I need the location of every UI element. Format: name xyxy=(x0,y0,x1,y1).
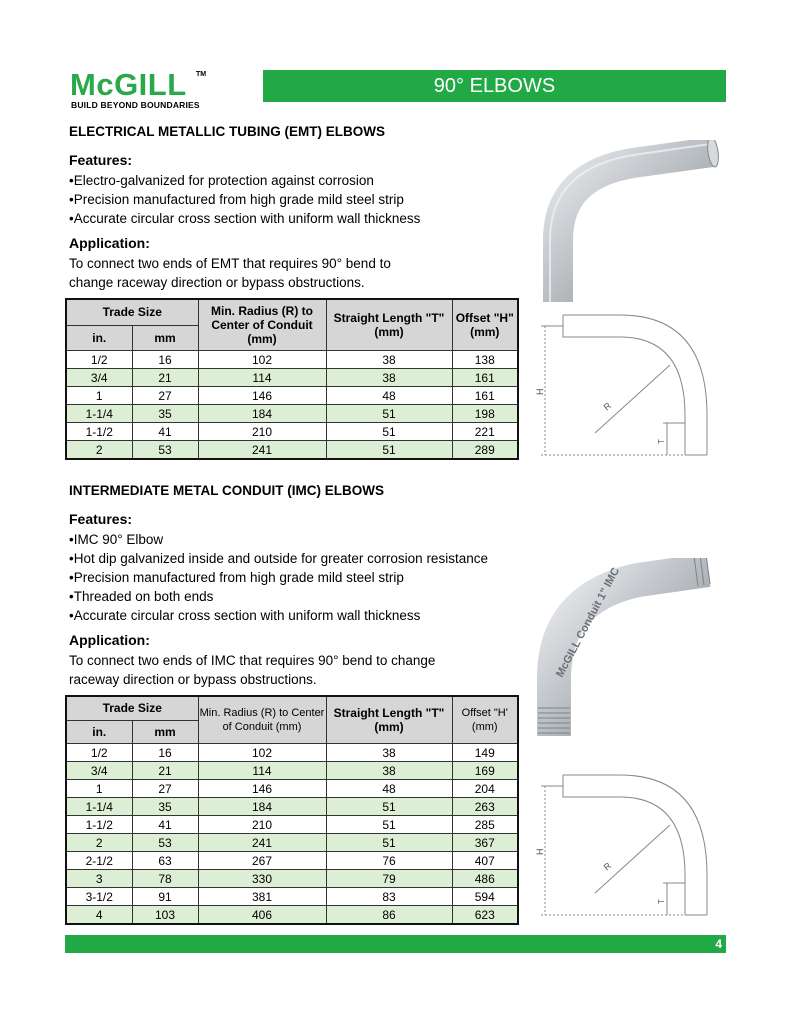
table-row xyxy=(66,780,518,798)
table-cell: 41 xyxy=(132,423,198,441)
table-cell: 3/4 xyxy=(66,369,132,387)
table-cell: 48 xyxy=(326,780,452,798)
photo-imprint-text: McGILL Conduit 1" IMC xyxy=(554,565,623,680)
table-cell: 263 xyxy=(452,798,518,816)
table-row xyxy=(66,405,518,423)
emt-application xyxy=(69,234,429,292)
header-in: in. xyxy=(66,720,132,743)
emt-feature-item: • Electro-galvanized for protection against corrosion xyxy=(69,171,420,190)
table-cell: 1/2 xyxy=(66,744,132,762)
logo-tagline: BUILD BEYOND BOUNDARIES xyxy=(71,100,200,110)
table-cell: 102 xyxy=(198,744,326,762)
imc-feature-item: • Accurate circular cross section with uniform wall thickness xyxy=(69,606,488,625)
table-cell: 184 xyxy=(198,798,326,816)
table-cell: 76 xyxy=(326,852,452,870)
table-cell: 1-1/2 xyxy=(66,816,132,834)
imc-features-label: Features: xyxy=(69,511,133,527)
imc-application-text: To connect two ends of IMC that requires 90° bend to change raceway direction or bypass obstructions. xyxy=(69,653,436,687)
table-cell: 38 xyxy=(326,762,452,780)
table-row xyxy=(66,870,518,888)
table-cell: 3/4 xyxy=(66,762,132,780)
table-cell: 289 xyxy=(452,441,518,460)
table-row xyxy=(66,834,518,852)
table-row xyxy=(66,906,518,925)
table-cell: 161 xyxy=(452,369,518,387)
table-cell: 146 xyxy=(198,780,326,798)
table-cell: 367 xyxy=(452,834,518,852)
table-row xyxy=(66,762,518,780)
table-row xyxy=(66,798,518,816)
emt-section-title: ELECTRICAL METALLIC TUBING (EMT) ELBOWS xyxy=(69,124,385,139)
emt-application-label: Application: xyxy=(69,235,150,251)
logo-wordmark: McGILL xyxy=(70,67,187,102)
imc-elbow-photo xyxy=(528,558,728,738)
table-cell: 407 xyxy=(452,852,518,870)
emt-features-label: Features: xyxy=(69,152,133,168)
header-min-radius: Min. Radius (R) to Center of Conduit (mm) xyxy=(198,299,326,351)
table-cell: 53 xyxy=(132,441,198,460)
table-row xyxy=(66,387,518,405)
header-trade-size: Trade Size xyxy=(66,696,198,720)
table-cell: 51 xyxy=(326,423,452,441)
table-cell: 330 xyxy=(198,870,326,888)
emt-elbow-photo xyxy=(540,140,730,305)
imc-feature-item: • Precision manufactured from high grade mild steel strip xyxy=(69,568,488,587)
table-cell: 27 xyxy=(132,780,198,798)
table-cell: 4 xyxy=(66,906,132,925)
table-cell: 35 xyxy=(132,405,198,423)
table-cell: 210 xyxy=(198,423,326,441)
header-trade-size: Trade Size xyxy=(66,299,198,325)
table-cell: 51 xyxy=(326,441,452,460)
table-cell: 51 xyxy=(326,798,452,816)
table-cell: 241 xyxy=(198,834,326,852)
emt-table-body xyxy=(66,351,518,460)
diagram-t-label: T xyxy=(657,439,666,444)
imc-feature-item: • Hot dip galvanized inside and outside for greater corrosion resistance xyxy=(69,549,488,568)
imc-feature-item: • IMC 90° Elbow xyxy=(69,530,488,549)
table-cell: 38 xyxy=(326,369,452,387)
table-cell: 51 xyxy=(326,834,452,852)
emt-spec-table xyxy=(65,298,519,460)
imc-table-body xyxy=(66,744,518,925)
table-cell: 91 xyxy=(132,888,198,906)
table-cell: 21 xyxy=(132,369,198,387)
table-cell: 21 xyxy=(132,762,198,780)
header-mm: mm xyxy=(132,720,198,743)
table-row xyxy=(66,852,518,870)
table-cell: 486 xyxy=(452,870,518,888)
table-row xyxy=(66,369,518,387)
imc-spec-table xyxy=(65,695,519,925)
table-cell: 138 xyxy=(452,351,518,369)
table-cell: 41 xyxy=(132,816,198,834)
header-straight-length: Straight Length "T" (mm) xyxy=(326,299,452,351)
table-cell: 16 xyxy=(132,744,198,762)
table-cell: 169 xyxy=(452,762,518,780)
table-cell: 63 xyxy=(132,852,198,870)
emt-feature-item: • Precision manufactured from high grade mild steel strip xyxy=(69,190,420,209)
table-row xyxy=(66,441,518,460)
table-cell: 83 xyxy=(326,888,452,906)
imc-section-title: INTERMEDIATE METAL CONDUIT (IMC) ELBOWS xyxy=(69,483,384,498)
table-row xyxy=(66,423,518,441)
header-straight-length: Straight Length "T" (mm) xyxy=(326,696,452,744)
table-cell: 1-1/4 xyxy=(66,798,132,816)
diagram-r-label: R xyxy=(601,860,614,873)
table-cell: 51 xyxy=(326,405,452,423)
table-cell: 103 xyxy=(132,906,198,925)
imc-feature-item: • Threaded on both ends xyxy=(69,587,488,606)
table-cell: 198 xyxy=(452,405,518,423)
imc-application xyxy=(69,631,469,689)
table-cell: 3 xyxy=(66,870,132,888)
header-in: in. xyxy=(66,325,132,350)
emt-elbow-diagram xyxy=(535,305,725,470)
mcgill-logo xyxy=(70,68,260,113)
table-cell: 184 xyxy=(198,405,326,423)
table-cell: 241 xyxy=(198,441,326,460)
emt-features xyxy=(69,151,420,228)
table-cell: 1-1/4 xyxy=(66,405,132,423)
table-cell: 35 xyxy=(132,798,198,816)
table-cell: 2-1/2 xyxy=(66,852,132,870)
table-row xyxy=(66,744,518,762)
table-cell: 51 xyxy=(326,816,452,834)
table-cell: 1-1/2 xyxy=(66,423,132,441)
table-cell: 1 xyxy=(66,780,132,798)
table-cell: 38 xyxy=(326,744,452,762)
diagram-r-label: R xyxy=(601,400,614,413)
imc-features xyxy=(69,510,488,625)
table-cell: 48 xyxy=(326,387,452,405)
emt-feature-item: • Accurate circular cross section with uniform wall thickness xyxy=(69,209,420,228)
table-cell: 16 xyxy=(132,351,198,369)
table-cell: 114 xyxy=(198,369,326,387)
table-cell: 3-1/2 xyxy=(66,888,132,906)
table-cell: 27 xyxy=(132,387,198,405)
table-cell: 114 xyxy=(198,762,326,780)
header-min-radius: Min. Radius (R) to Center of Conduit (mm) xyxy=(198,696,326,744)
page-number: 4 xyxy=(715,937,722,951)
table-cell: 381 xyxy=(198,888,326,906)
table-cell: 267 xyxy=(198,852,326,870)
table-cell: 2 xyxy=(66,441,132,460)
table-cell: 285 xyxy=(452,816,518,834)
table-cell: 1 xyxy=(66,387,132,405)
table-cell: 2 xyxy=(66,834,132,852)
table-cell: 623 xyxy=(452,906,518,925)
footer-bar xyxy=(65,935,726,953)
table-cell: 204 xyxy=(452,780,518,798)
diagram-h-label: H xyxy=(535,388,545,395)
table-cell: 1/2 xyxy=(66,351,132,369)
table-row xyxy=(66,351,518,369)
table-cell: 102 xyxy=(198,351,326,369)
table-cell: 221 xyxy=(452,423,518,441)
table-cell: 38 xyxy=(326,351,452,369)
header-mm: mm xyxy=(132,325,198,350)
emt-application-text: To connect two ends of EMT that requires 90° bend to change raceway direction or bypass obstructions. xyxy=(69,256,391,290)
diagram-h-label: H xyxy=(535,848,545,855)
page-title: 90° ELBOWS xyxy=(263,70,726,102)
logo-trademark: TM xyxy=(196,71,207,78)
table-cell: 53 xyxy=(132,834,198,852)
table-cell: 161 xyxy=(452,387,518,405)
table-cell: 146 xyxy=(198,387,326,405)
table-cell: 210 xyxy=(198,816,326,834)
imc-application-label: Application: xyxy=(69,632,150,648)
table-cell: 406 xyxy=(198,906,326,925)
header-offset: Offset "H' (mm) xyxy=(452,696,518,744)
table-cell: 78 xyxy=(132,870,198,888)
imc-elbow-diagram xyxy=(535,765,725,930)
table-row xyxy=(66,816,518,834)
table-cell: 149 xyxy=(452,744,518,762)
table-cell: 594 xyxy=(452,888,518,906)
table-cell: 86 xyxy=(326,906,452,925)
table-cell: 79 xyxy=(326,870,452,888)
header-offset: Offset "H" (mm) xyxy=(452,299,518,351)
diagram-t-label: T xyxy=(657,899,666,904)
table-row xyxy=(66,888,518,906)
